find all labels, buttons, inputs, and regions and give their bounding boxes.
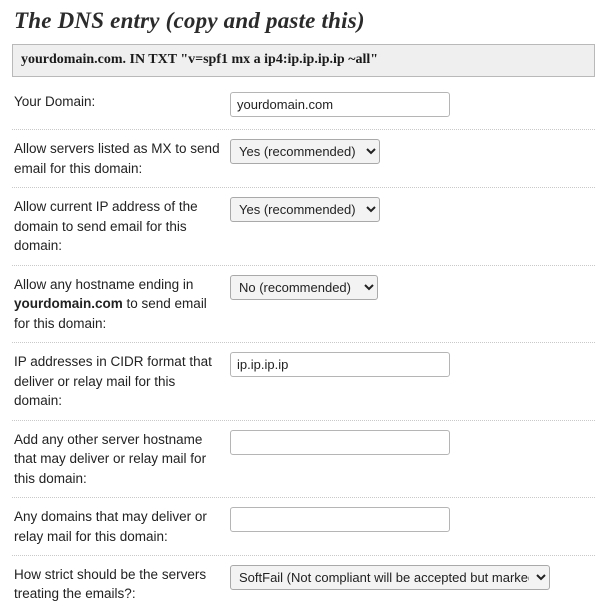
- allow-mx-select[interactable]: [230, 139, 380, 164]
- form-row-your-domain: [12, 83, 595, 130]
- strictness-select[interactable]: [230, 565, 550, 590]
- allow-current-ip-select[interactable]: [230, 197, 380, 222]
- cidr-input[interactable]: [230, 352, 450, 377]
- spf-record-generator-page: [0, 8, 607, 601]
- your-domain-input[interactable]: [230, 92, 450, 117]
- allow-hostname-select[interactable]: [230, 275, 378, 300]
- page-title: The DNS entry (copy and paste this): [14, 8, 365, 33]
- field-cidr: [222, 352, 595, 377]
- field-your-domain: [222, 92, 595, 117]
- form-row-allow-hostname: [12, 266, 595, 344]
- label-cidr: IP addresses in CIDR format that deliver or relay mail for this domain:: [14, 354, 212, 408]
- label-allow-hostname-part2: to send email for this domain:: [14, 296, 207, 331]
- field-allow-mx: [222, 139, 595, 164]
- form-row-other-hostname: [12, 421, 595, 499]
- field-other-domains: [222, 507, 595, 532]
- other-domains-input[interactable]: [230, 507, 450, 532]
- spf-form: [12, 83, 595, 612]
- field-allow-hostname: [222, 275, 595, 300]
- form-row-allow-mx: [12, 130, 595, 188]
- form-row-other-domains: [12, 498, 595, 556]
- field-allow-current-ip: [222, 197, 595, 222]
- label-allow-current-ip: Allow current IP address of the domain to send email for this domain:: [14, 199, 198, 253]
- label-allow-hostname-domain: yourdomain.com: [14, 296, 123, 311]
- label-strictness: How strict should be the servers treating the emails?:: [14, 567, 207, 601]
- label-other-domains: Any domains that may deliver or relay mail for this domain:: [14, 509, 207, 544]
- field-other-hostname: [222, 430, 595, 455]
- form-row-strictness: [12, 556, 595, 612]
- label-allow-hostname: [12, 275, 222, 334]
- label-your-domain: Your Domain:: [14, 94, 96, 109]
- form-row-allow-current-ip: [12, 188, 595, 266]
- field-strictness: [222, 565, 595, 590]
- label-allow-mx: Allow servers listed as MX to send email for this domain:: [14, 141, 220, 176]
- other-hostname-input[interactable]: [230, 430, 450, 455]
- label-other-hostname: Add any other server hostname that may deliver or relay mail for this domain:: [14, 431, 207, 486]
- dns-entry-output[interactable]: yourdomain.com. IN TXT "v=spf1 mx a ip4:ip.ip.ip.ip ~all": [12, 44, 595, 77]
- label-allow-hostname-part1: Allow any hostname ending in: [14, 276, 194, 292]
- form-row-cidr: [12, 343, 595, 421]
